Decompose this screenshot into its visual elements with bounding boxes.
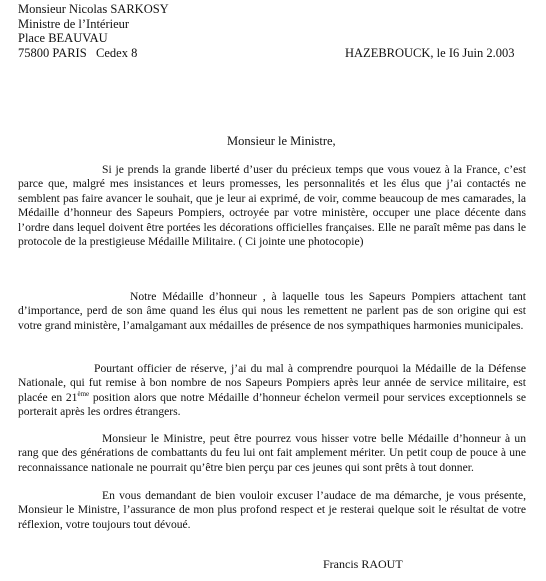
place-date: HAZEBROUCK, le I6 Juin 2.003 [345,46,515,60]
paragraph-2 [18,290,526,333]
paragraph-3-text-a: Pourtant officier de réserve, j’ai du mal à comprendre pourquoi la Médaille de la Défense Nationale, qui fut remise à bon nombre de nos Sapeurs Pompiers après leur année de service militaire, est placée en 21 [18,362,526,404]
paragraph-5 [18,489,526,532]
paragraph-4 [18,432,526,475]
paragraph-1-text: Si je prends la grande liberté d’user du précieux temps que vous vouez à la France, c’est parce que, malgré mes insistances et leurs promesses, les personnalités et les élus que j’ai contactés ne semblent pas faire avancer le souhait, que je leur ai exprimé, de voir, comme beaucoup de mes camarades, la Médaille d’honneur des Sapeurs Pompiers, octroyée par votre ministère, occuper une place décente dans l’ordre dans lequel doivent être portées les décorations officielles françaises. Elle ne paraît même pas dans le protocole de la prestigieuse Médaille Militaire. ( Ci jointe une photocopie) [18,163,526,249]
recipient-cedex: Cedex 8 [96,45,138,60]
ordinal-superscript: ème [77,389,90,398]
paragraph-2-text: Notre Médaille d’honneur , à laquelle tous les Sapeurs Pompiers attachent tant d’importance, perd de son âme quand les élus qui nous les remettent ne parlent pas de son origine qui est votre grand ministère, l’amalgamant aux médailles de présence de nos sympathiques harmonies municipales. [18,290,526,332]
paragraph-3-text-b: position alors que notre Médaille d’honneur échelon vermeil pour services exceptionnels se porterait après les ordres étrangers. [18,390,526,419]
paragraph-3 [18,362,526,420]
signature-name: Francis RAOUT [323,557,403,571]
recipient-city-line [18,46,169,61]
recipient-name: Monsieur Nicolas SARKOSY [18,2,169,16]
recipient-address [18,2,169,60]
recipient-title: Ministre de l’Intérieur [18,16,130,31]
salutation: Monsieur le Ministre, [227,134,336,148]
recipient-street: Place BEAUVAU [18,31,108,45]
paragraph-5-text: En vous demandant de bien vouloir excuser l’audace de ma démarche, je vous présente, Monsieur le Ministre, l’assurance de mon plus profond respect et je resterai quelque soit le résultat de votre réflexion, votre toujours tout dévoué. [18,489,526,531]
recipient-city: 75800 PARIS [18,45,87,60]
paragraph-4-text: Monsieur le Ministre, peut être pourrez vous hisser votre belle Médaille d’honneur à un rang que des générations de combattants du feu lui ont fait amplement mériter. Un petit coup de pouce à une reconnaissance nationale ne pourrait qu’être bien perçu par ces jeunes qui sont prêts à tout donner. [18,432,526,474]
paragraph-1 [18,163,526,249]
